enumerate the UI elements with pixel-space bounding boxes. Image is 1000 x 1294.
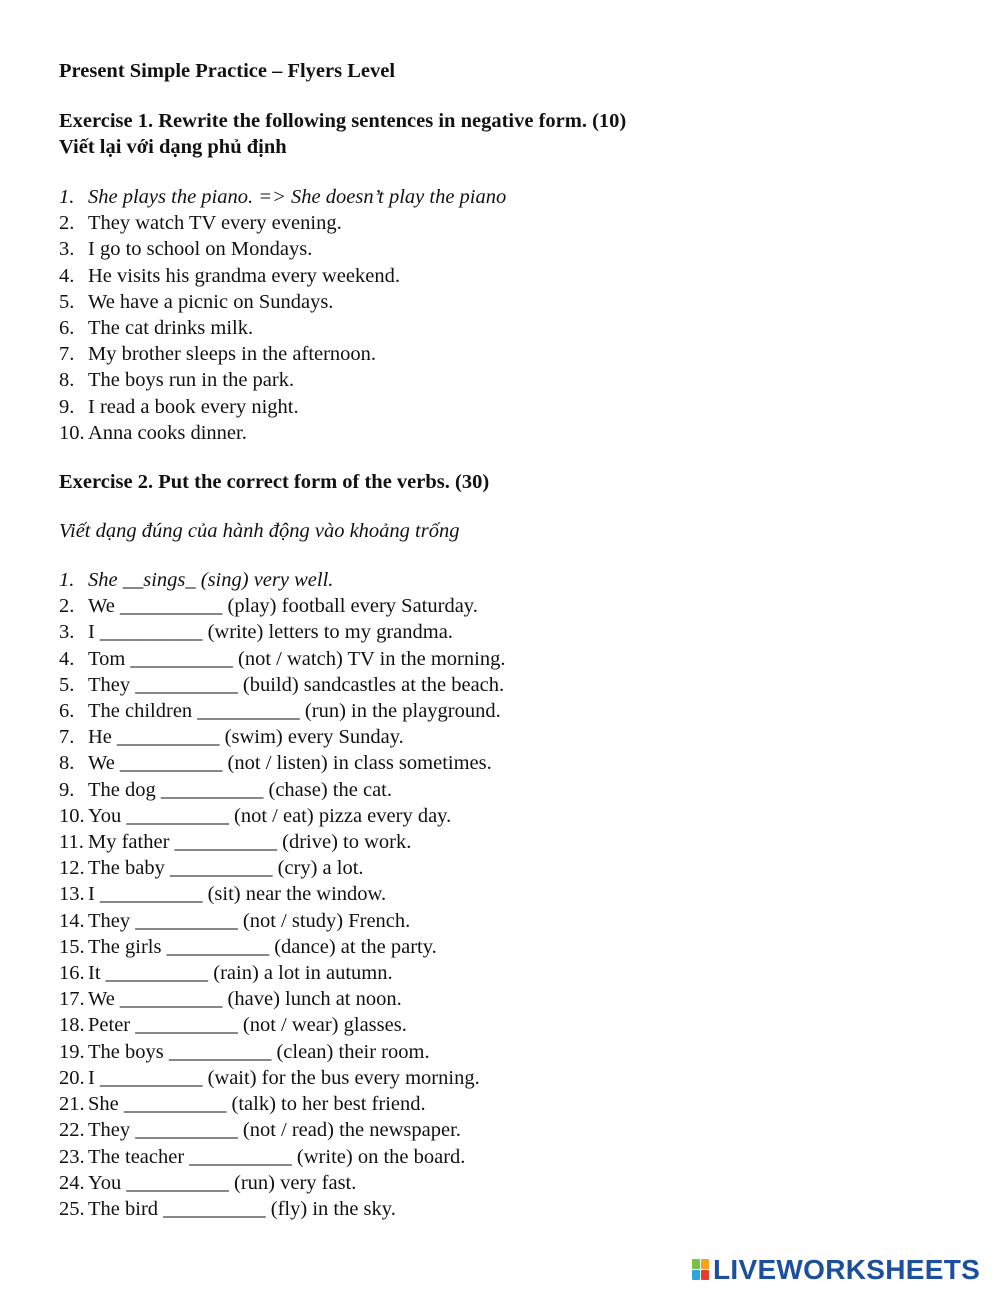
- item-text: The teacher __________ (write) on the board.: [88, 1145, 466, 1168]
- item-number: 5.: [59, 673, 75, 696]
- item-text: We __________ (not / listen) in class sometimes.: [88, 752, 492, 775]
- item-number: 18.: [59, 1014, 85, 1037]
- liveworksheets-logo: [692, 1253, 980, 1287]
- item-text: We __________ (play) football every Saturday.: [88, 595, 478, 618]
- item-number: 4.: [59, 264, 75, 287]
- item-text: He __________ (swim) every Sunday.: [88, 726, 404, 749]
- item-text: The baby __________ (cry) a lot.: [88, 857, 364, 880]
- exercise2-item: [59, 619, 959, 645]
- exercise2-item: [59, 672, 959, 698]
- exercise2-list: [59, 567, 959, 1222]
- item-number: 21.: [59, 1093, 85, 1116]
- item-number: 9.: [59, 778, 75, 801]
- exercise1-item: [59, 341, 959, 367]
- exercise1-item: [59, 289, 959, 315]
- item-text: The children __________ (run) in the playground.: [88, 700, 501, 723]
- item-number: 25.: [59, 1197, 85, 1220]
- item-text: They watch TV every evening.: [88, 212, 342, 235]
- item-number: 3.: [59, 238, 75, 261]
- item-text: We have a picnic on Sundays.: [88, 290, 334, 313]
- exercise2-heading: Exercise 2. Put the correct form of the verbs. (30): [59, 471, 490, 494]
- exercise2-item: [59, 1065, 959, 1091]
- item-number: 8.: [59, 752, 75, 775]
- item-text: My father __________ (drive) to work.: [88, 831, 412, 854]
- logo-text: LIVEWORKSHEETS: [713, 1254, 981, 1285]
- exercise2-item: [59, 1117, 959, 1143]
- item-number: 22.: [59, 1119, 85, 1142]
- exercise2-item: [59, 986, 959, 1012]
- item-number: 5.: [59, 290, 75, 313]
- exercise1-item: [59, 367, 959, 393]
- item-number: 11.: [59, 831, 84, 854]
- item-text: He visits his grandma every weekend.: [88, 264, 400, 287]
- item-text: I __________ (wait) for the bus every morning.: [88, 1066, 480, 1089]
- item-text: I go to school on Mondays.: [88, 238, 313, 261]
- item-text: You __________ (not / eat) pizza every day.: [88, 804, 452, 827]
- exercise1-item: [59, 184, 959, 210]
- item-text: Peter __________ (not / wear) glasses.: [88, 1014, 407, 1037]
- item-number: 6.: [59, 317, 75, 340]
- item-number: 1.: [59, 569, 75, 592]
- item-text: The cat drinks milk.: [88, 317, 254, 340]
- item-number: 10.: [59, 804, 85, 827]
- item-number: 3.: [59, 621, 75, 644]
- exercise2-item: [59, 855, 959, 881]
- exercise1-heading: Exercise 1. Rewrite the following sentences in negative form. (10): [59, 110, 627, 132]
- item-text: Anna cooks dinner.: [88, 421, 247, 444]
- exercise2-item: [59, 1196, 959, 1222]
- page-title: Present Simple Practice – Flyers Level: [59, 60, 396, 82]
- item-number: 13.: [59, 883, 85, 906]
- item-text: Tom __________ (not / watch) TV in the morning.: [88, 647, 506, 670]
- exercise1-item: [59, 210, 959, 236]
- item-number: 20.: [59, 1066, 85, 1089]
- item-text: The dog __________ (chase) the cat.: [88, 778, 392, 801]
- item-number: 2.: [59, 595, 75, 618]
- item-text: The girls __________ (dance) at the party.: [88, 935, 437, 958]
- item-text: She plays the piano. => She doesn’t play the piano: [88, 186, 507, 208]
- item-text: I __________ (write) letters to my grandma.: [88, 621, 453, 644]
- item-number: 19.: [59, 1040, 85, 1063]
- item-number: 15.: [59, 935, 85, 958]
- item-number: 10.: [59, 421, 85, 444]
- item-text: You __________ (run) very fast.: [88, 1171, 357, 1194]
- exercise2-item: [59, 1091, 959, 1117]
- item-text: She __________ (talk) to her best friend.: [88, 1093, 426, 1116]
- item-text: It __________ (rain) a lot in autumn.: [88, 962, 393, 985]
- exercise2-item: [59, 960, 959, 986]
- item-number: 6.: [59, 700, 75, 723]
- item-text: We __________ (have) lunch at noon.: [88, 988, 402, 1011]
- exercise1-subheading: Viết lại với dạng phủ định: [59, 136, 287, 158]
- item-number: 23.: [59, 1145, 85, 1168]
- item-text: They __________ (build) sandcastles at the beach.: [88, 673, 505, 696]
- item-number: 14.: [59, 909, 85, 932]
- exercise2-item: [59, 593, 959, 619]
- exercise1-item: [59, 263, 959, 289]
- item-text: She __sings_ (sing) very well.: [88, 569, 334, 592]
- item-number: 12.: [59, 857, 85, 880]
- item-number: 17.: [59, 988, 85, 1011]
- exercise2-item: [59, 1144, 959, 1170]
- item-text: The boys __________ (clean) their room.: [88, 1040, 430, 1063]
- worksheet-page: [59, 58, 959, 1222]
- item-number: 24.: [59, 1171, 85, 1194]
- item-text: The boys run in the park.: [88, 369, 295, 392]
- item-number: 7.: [59, 343, 75, 366]
- exercise2-item: [59, 1039, 959, 1065]
- exercise1-item: [59, 315, 959, 341]
- exercise2-item: [59, 1170, 959, 1196]
- item-number: 16.: [59, 962, 85, 985]
- exercise2-item: [59, 777, 959, 803]
- exercise2-item: [59, 724, 959, 750]
- item-number: 7.: [59, 726, 75, 749]
- exercise2-item: [59, 803, 959, 829]
- exercise1-item: [59, 394, 959, 420]
- exercise2-item: [59, 908, 959, 934]
- exercise2-item: [59, 1012, 959, 1038]
- exercise2-subheading: Viết dạng đúng của hành động vào khoảng trống: [59, 520, 460, 543]
- exercise2-item: [59, 829, 959, 855]
- exercise1-list: [59, 184, 959, 446]
- exercise2-item: [59, 881, 959, 907]
- item-text: They __________ (not / read) the newspaper.: [88, 1119, 461, 1142]
- exercise2-item: [59, 698, 959, 724]
- item-number: 2.: [59, 212, 75, 235]
- item-number: 1.: [59, 186, 75, 208]
- exercise1-item: [59, 420, 959, 446]
- liveworksheets-logo-icon: [692, 1259, 710, 1281]
- item-text: I __________ (sit) near the window.: [88, 883, 387, 906]
- item-text: They __________ (not / study) French.: [88, 909, 411, 932]
- item-number: 4.: [59, 647, 75, 670]
- item-number: 9.: [59, 395, 75, 418]
- exercise2-item: [59, 646, 959, 672]
- exercise1-item: [59, 236, 959, 262]
- exercise2-item: [59, 934, 959, 960]
- item-text: I read a book every night.: [88, 395, 299, 418]
- exercise2-item: [59, 567, 959, 593]
- exercise2-item: [59, 750, 959, 776]
- item-text: My brother sleeps in the afternoon.: [88, 343, 377, 366]
- item-text: The bird __________ (fly) in the sky.: [88, 1197, 396, 1220]
- item-number: 8.: [59, 369, 75, 392]
